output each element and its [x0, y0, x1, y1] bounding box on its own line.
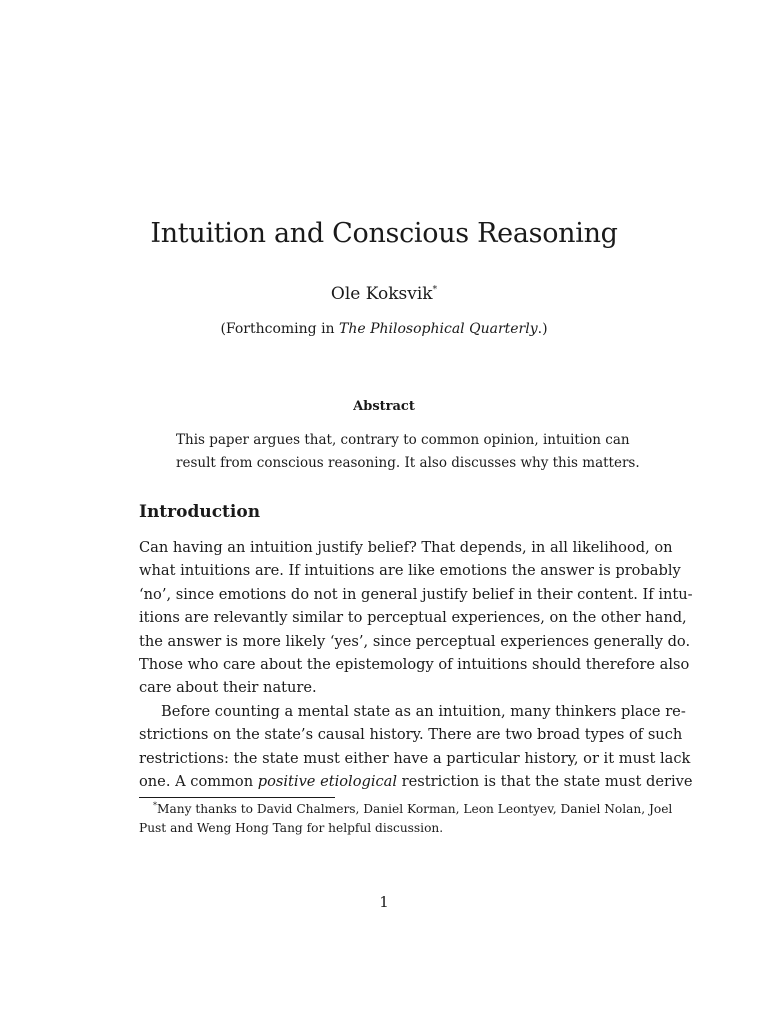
publication-note — [0, 319, 768, 339]
publication-prefix: (Forthcoming in — [220, 321, 340, 337]
introduction-body — [139, 536, 693, 793]
publication-suffix: .) — [537, 321, 548, 337]
footnote-divider — [139, 797, 335, 798]
author-line — [0, 282, 768, 306]
body-text: restriction is that the state must derive — [397, 773, 693, 791]
emphasized-term: positive etiological — [257, 773, 398, 791]
footnote — [139, 800, 673, 838]
abstract-line: result from conscious reasoning. It also discusses why this matters. — [176, 455, 640, 471]
author-name: Ole Koksvik — [330, 284, 433, 304]
body-line: Before counting a mental state as an intuition, many thinkers place re- — [161, 702, 686, 720]
body-line-with-emphasis — [139, 770, 693, 793]
section-heading-introduction: Introduction — [139, 502, 261, 522]
footnote-text: Many thanks to David Chalmers, Daniel Korman, Leon Leontyev, Daniel Nolan, Joel — [157, 802, 673, 816]
paper-title: Intuition and Conscious Reasoning — [150, 218, 618, 249]
body-line: the answer is more likely ‘yes’, since perceptual experiences generally do. — [139, 632, 691, 650]
body-line: what intuitions are. If intuitions are like emotions the answer is probably — [139, 562, 681, 580]
journal-name: The Philosophical Quarterly — [339, 321, 538, 337]
body-line: restrictions: the state must either have a particular history, or it must lack — [139, 749, 691, 767]
abstract-body — [176, 429, 640, 475]
body-text: one. A common — [139, 773, 258, 791]
author-footnote-mark: * — [432, 285, 438, 295]
footnote-mark: * — [153, 801, 157, 810]
footnote-line — [139, 800, 673, 819]
body-line: care about their nature. — [139, 679, 317, 697]
body-line: Those who care about the epistemology of intuitions should therefore also — [139, 656, 690, 674]
body-line: ‘no’, since emotions do not in general justify belief in their content. If intu- — [139, 585, 693, 603]
body-line: itions are relevantly similar to perceptual experiences, on the other hand, — [139, 609, 687, 627]
footnote-line: Pust and Weng Hong Tang for helpful discussion. — [139, 821, 444, 835]
abstract-heading: Abstract — [353, 399, 415, 414]
body-line: Can having an intuition justify belief? That depends, in all likelihood, on — [139, 539, 673, 556]
abstract-line: This paper argues that, contrary to common opinion, intuition can — [176, 432, 630, 448]
body-line: strictions on the state’s causal history. There are two broad types of such — [139, 726, 683, 744]
page-number: 1 — [379, 893, 389, 911]
